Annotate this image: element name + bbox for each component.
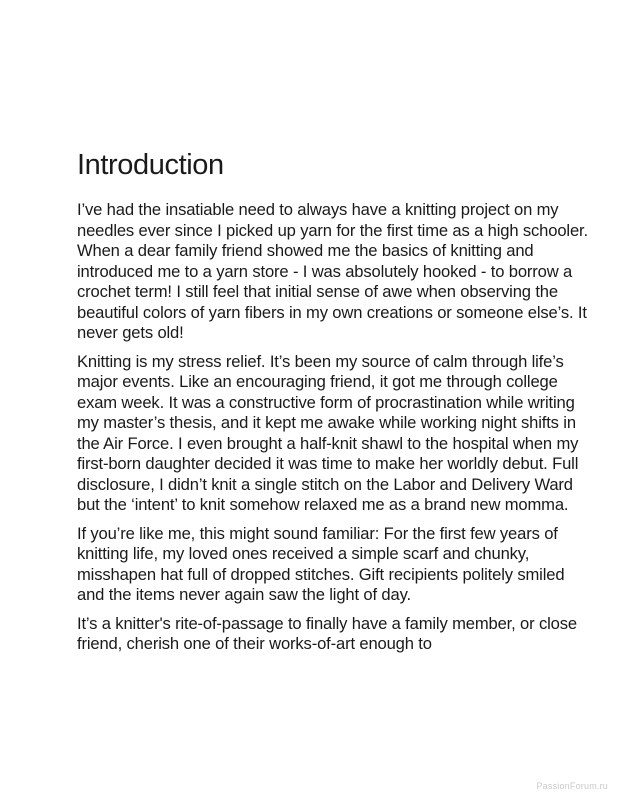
paragraph: It’s a knitter's rite-of-passage to finally have a family member, or close friend, cherish one of their works-of-art enough to xyxy=(77,613,577,653)
page-content xyxy=(77,146,592,663)
page-title: Introduction xyxy=(77,149,224,181)
paragraph: I’ve had the insatiable need to always have a knitting project on my needles ever since I picked up yarn for the first time as a high schooler. When a dear family friend showed me the basics of knitting and introduced me to a yarn store - I was absolutely hooked - to borrow a crochet term! I still feel that initial sense of awe when observing the beautiful colors of yarn fibers in my own creations or someone else’s. It never gets old! xyxy=(77,200,588,342)
paragraph: If you’re like me, this might sound familiar: For the first few years of knitting life, my loved ones received a simple scarf and chunky, misshapen hat full of dropped stitches. Gift recipients politely smiled and the items never again saw the light of day. xyxy=(77,523,565,604)
paragraph: Knitting is my stress relief. It’s been my source of calm through life’s major events. Like an encouraging friend, it got me through college exam week. It was a constructive form of procrastination while writing my master’s thesis, and it kept me awake while working night shifts in the Air Force. I even brought a half-knit shawl to the hospital when my first-born daughter decided it was time to make her worldly debut. Full disclosure, I didn’t knit a single stitch on the Labor and Delivery Ward but the ‘intent’ to knit somehow relaxed me as a brand new momma. xyxy=(77,351,579,514)
watermark-text: PassionForum.ru xyxy=(536,781,608,791)
